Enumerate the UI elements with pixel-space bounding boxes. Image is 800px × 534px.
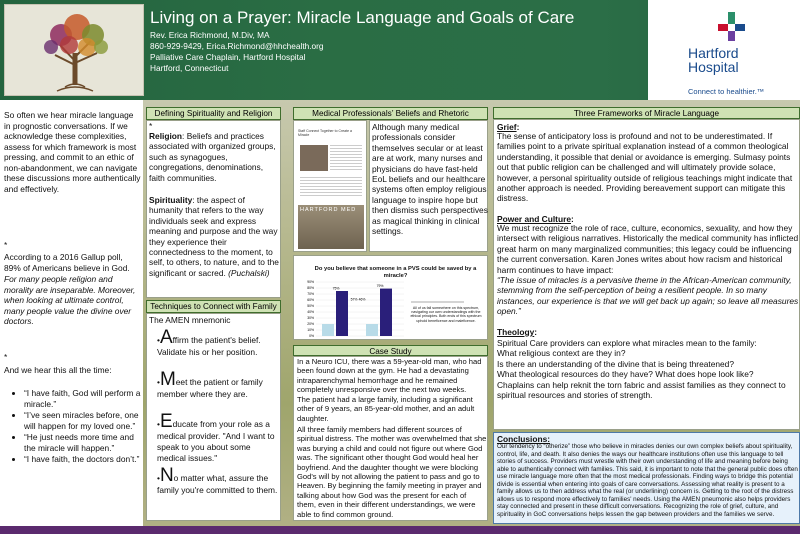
hear-intro: And we hear this all the time: [4, 365, 112, 375]
data-label: 57% [350, 297, 358, 302]
religion-definition: Religion: Beliefs and practices associated with organized groups, such as synagogues, congregations, denominations, faith communities. [149, 131, 276, 183]
article-body-lines [300, 177, 362, 197]
role-line: Palliative Care Chaplain, Hartford Hospital [150, 52, 306, 62]
gallup-italic: For many people religion and morality are inseparable. Moreover, when looking at ultimate control, many people value the divine over doctors. [4, 274, 136, 326]
medical-text: Although many medical professionals consider themselves secular or at least are at work, many nurses and physicians do have fast-held EoL beliefs and our healthcare systems often employ religious language to inspire hope but then dismiss such perspectives as magical thinking in clinical settings. [372, 122, 488, 237]
frameworks-panel [493, 119, 800, 430]
hospital-name: Hartford Hospital [688, 45, 739, 75]
hospital-tagline: Connect to healthier.™ [688, 87, 765, 96]
intro-column [0, 100, 143, 526]
theology-text: Spiritual Care providers can explore what miracles mean to the family: What religious context are they in? Is there an understanding of the divine that is being threatened? What theological resources do they have? What does hope look like? Chaplains can help reknit the torn fabric and assist families as they connect to spiritual resources and stories of strength. [497, 338, 786, 401]
y-tick-label: 70% [307, 292, 314, 297]
asterisk-2: * [4, 352, 8, 362]
power-text: We must recognize the role of race, culture, economics, sexuality, and how they intersect with religious narratives. Historically the medical community has inflicted great harm on many marginalized communities; this legacy could be influencing the current conversation. Karen Jones writes about how racism and historical harm continues to have impact: [497, 223, 799, 275]
chart-note: All of us fall somewhere on this spectrum, navigating our own understandings with the ethical principles. Both ends of this spectrum uphold beneficence and maleficence. [410, 306, 482, 323]
case-para-3: All three family members had different sources of spiritual distress. The mother was overwhelmed that she was burying a child and could not figure out where God was. The significant other thought God would heal her boyfriend. And the daughter thought we were blocking God's will by not allowing the patient to pass and go to Heaven. By beginning the family meeting in prayer and talking about how God was the present for each of them, even in their different understandings, we were able to find common ground. [297, 425, 487, 519]
asterisk-1: * [4, 240, 8, 250]
quote-item: • “He just needs more time and the miracle will happen.” [24, 432, 143, 453]
bar-public-1 [380, 289, 392, 336]
y-tick-label: 80% [307, 286, 314, 291]
case-panel [293, 356, 488, 521]
article-clipping [293, 120, 367, 252]
data-label: 46% [358, 297, 366, 302]
article-photo [300, 145, 328, 171]
y-tick-label: 10% [307, 328, 314, 333]
hartford-med-photo [298, 205, 364, 249]
defining-asterisk: * [149, 121, 153, 131]
bar-physicians-1 [336, 291, 348, 336]
tree-icon [5, 5, 145, 97]
quote-item: • “I’ve seen miracles before, one will happen for my loved one.” [24, 410, 143, 431]
chart-note-wrap [409, 306, 483, 338]
chart-title: Do you believe that someone in a PVS could be saved by a miracle? [314, 266, 477, 279]
location-line: Hartford, Connecticut [150, 63, 229, 73]
poster-title: Living on a Prayer: Miracle Language and Goals of Care [150, 8, 575, 27]
bar-chart [296, 280, 486, 340]
defining-header: Defining Spirituality and Religion [146, 107, 281, 120]
quote-item: • “I have faith, God will perform a miracle.” [24, 388, 143, 409]
hospital-mark-icon [714, 12, 750, 42]
theology-title: Theology: [497, 327, 538, 337]
case-para-2: The patient had a large family, including a significant other of 9 years, an 85-year-old mother, and an adult daughter. [297, 395, 475, 423]
quote-item: • “I have faith, the doctors don’t.” [24, 454, 143, 465]
author-line: Rev. Erica Richmond, M.Div, MA [150, 30, 270, 40]
techniques-panel: The AMEN mnemonic •Affirm the patient's belief. Validate his or her position. •Meet the patient or family member where they are. •Educate from your role as a medical provider. "And I want to speak to you about some medical issues." •No matter what, assure the family you're committed to them. [146, 313, 281, 521]
bottom-strip [0, 526, 800, 534]
bar-physicians-0 [322, 324, 334, 336]
y-tick-label: 0% [309, 334, 314, 339]
y-tick-label: 90% [307, 280, 314, 285]
y-tick-label: 60% [307, 298, 314, 303]
techniques-header: Techniques to Connect with Family [146, 300, 281, 313]
spirituality-definition: Spirituality: the aspect of humanity that refers to the way individuals seek and express meaning and purpose and the way they experience their connectedness to the moment, to self, to others, to nature, and to the significant or sacred. (Puchalski) [149, 195, 279, 278]
medical-text-panel [369, 120, 488, 252]
power-quote: “The issue of miracles is a pervasive theme in the African-American community, stemming from the self-perception of being a resilient people. In so many instances, our experience is that we will get back up again; so leave all measures open.” [497, 275, 799, 317]
intro-text: So often we hear miracle language in prognostic conversations. If we acknowledge these complexities, assess for which framework is most pressing, and commit to an ethic of non-abandonment, we can navigate these discussions more authentically and effectively. [4, 110, 141, 194]
data-label: 79% [376, 284, 384, 289]
article-title: Staff Connect Together to Create a Miracle [298, 129, 352, 137]
gallup-stat: According to a 2016 Gallup poll, 89% of Americans believe in God. [4, 252, 130, 273]
conclusions-box [493, 432, 800, 524]
y-tick-label: 20% [307, 322, 314, 327]
hartford-med-brand: HARTFORD MED [300, 207, 357, 213]
frameworks-header: Three Frameworks of Miracle Language [493, 107, 800, 119]
amen-mnemonic-label: The AMEN mnemonic [149, 315, 231, 325]
tree-logo-image [4, 4, 144, 96]
defining-panel [146, 120, 281, 298]
citation: (Puchalski) [228, 267, 270, 278]
conclusions-heading: Conclusions: [497, 434, 551, 444]
medical-header: Medical Professionals’ Beliefs and Rhetoric [293, 107, 488, 120]
case-header: Case Study [293, 345, 488, 356]
grief-title: Grief: [497, 122, 520, 132]
conclusions-text: Our tendency to “otherize” those who believe in miracles denies our own complex beliefs about spirituality, control, life, and death. It also denies the ways our healthcare institutions often use this language to tell stories of success. Providers must wrestle with their own understanding of life and meaning before being able to authentically connect with families. This said, it is important to note that the general public does often use miracle language more often that the most medical professionals. Finding ways to bridge this potential divide is essential when entering into goals of care conversations. Assessing what reality is present to a family allows us to then address what the real (or underlining) concern is. Getting to the root of the distress allows us to respond more effectively to families' needs. Using the AMEN pneumonic also helps providers stay connected and present in these difficult conversations. Recognizing the role of grief, culture, and spirituality in GoC conversations helps lessen the gap between providers and the families we serve. [497, 443, 798, 518]
case-para-1: In a Neuro ICU, there was a 59-year-old man, who had been found down at the gym. He had a devastating intraparenchymal hemorrhage and he remained completely unresponsive over the next two weeks. [297, 357, 482, 395]
contact-line: 860-929-9429, Erica.Richmond@hhchealth.org [150, 41, 324, 51]
grief-text: The sense of anticipatory loss is profound and not to be underestimated. If families point to a private spiritual explanation instead of a common theological understanding, it possible that denial or avoidance is emerging. Sulmasy points out that public religion can be challenged and will ultimately provide solace, however, a personal spirituality outside of religious teachings might indicate that another approach is needed. Providing bereavement support can mitigate this distress. [497, 131, 793, 204]
y-tick-label: 40% [307, 310, 314, 315]
article-text-lines [330, 145, 362, 171]
y-tick-label: 50% [307, 304, 314, 309]
data-label: 75% [332, 286, 340, 291]
quote-list [0, 388, 143, 466]
survey-chart-panel [293, 255, 488, 340]
bar-public-0 [366, 324, 378, 336]
power-title: Power and Culture: [497, 214, 574, 224]
footnote-block [4, 508, 142, 522]
y-tick-label: 30% [307, 316, 314, 321]
